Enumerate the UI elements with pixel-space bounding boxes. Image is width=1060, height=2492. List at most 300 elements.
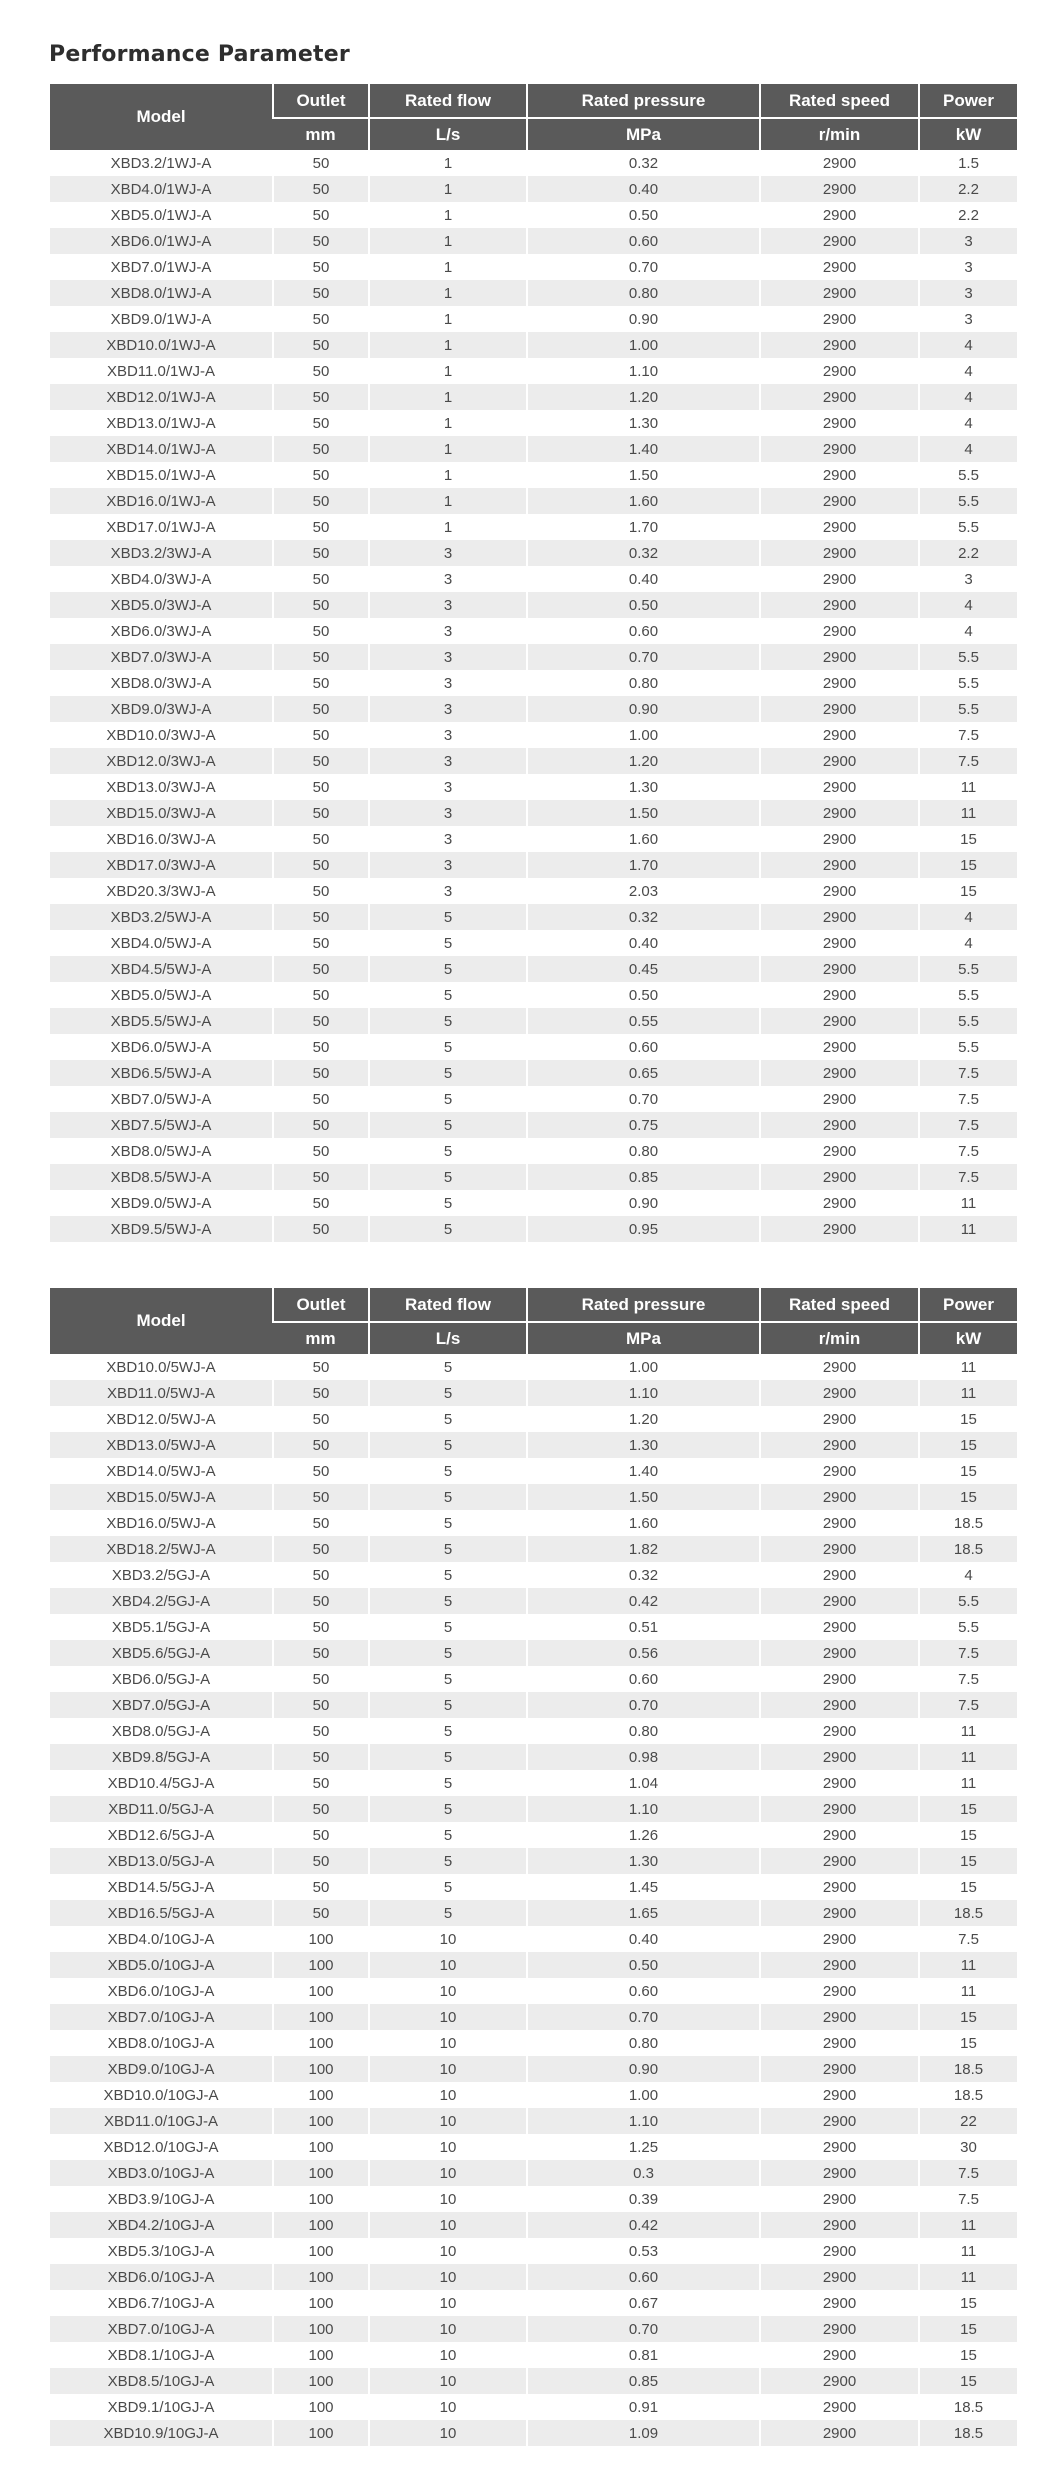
model-cell: XBD11.0/5WJ-A bbox=[50, 1380, 273, 1406]
model-cell: XBD4.0/3WJ-A bbox=[50, 566, 273, 592]
outlet-cell: 100 bbox=[273, 2420, 369, 2446]
rated-speed-cell: 2900 bbox=[760, 2290, 919, 2316]
rated-pressure-cell: 0.51 bbox=[527, 1614, 760, 1640]
model-cell: XBD7.0/10GJ-A bbox=[50, 2316, 273, 2342]
rated-flow-cell: 1 bbox=[369, 488, 527, 514]
power-cell: 7.5 bbox=[919, 1086, 1017, 1112]
outlet-cell: 50 bbox=[273, 1086, 369, 1112]
table-row bbox=[50, 1718, 1017, 1744]
table-row bbox=[50, 1034, 1017, 1060]
rated-speed-cell: 2900 bbox=[760, 1796, 919, 1822]
rated-speed-cell: 2900 bbox=[760, 1190, 919, 1216]
rated-flow-cell: 5 bbox=[369, 1484, 527, 1510]
rated-flow-cell: 10 bbox=[369, 2290, 527, 2316]
rated-speed-cell: 2900 bbox=[760, 1614, 919, 1640]
table-body bbox=[50, 150, 1017, 1242]
outlet-cell: 50 bbox=[273, 1406, 369, 1432]
rated-speed-cell: 2900 bbox=[760, 1008, 919, 1034]
rated-flow-cell: 10 bbox=[369, 2368, 527, 2394]
rated-speed-cell: 2900 bbox=[760, 2134, 919, 2160]
table-row bbox=[50, 1536, 1017, 1562]
rated-speed-cell: 2900 bbox=[760, 2186, 919, 2212]
rated-pressure-cell: 1.30 bbox=[527, 1848, 760, 1874]
outlet-cell: 50 bbox=[273, 1034, 369, 1060]
model-cell: XBD14.0/1WJ-A bbox=[50, 436, 273, 462]
outlet-cell: 50 bbox=[273, 1900, 369, 1926]
rated-speed-cell: 2900 bbox=[760, 2030, 919, 2056]
rated-pressure-cell: 0.32 bbox=[527, 150, 760, 176]
table-row bbox=[50, 384, 1017, 410]
rated-pressure-cell: 1.30 bbox=[527, 1432, 760, 1458]
power-cell: 7.5 bbox=[919, 1640, 1017, 1666]
rated-speed-cell: 2900 bbox=[760, 592, 919, 618]
model-cell: XBD5.6/5GJ-A bbox=[50, 1640, 273, 1666]
table-row bbox=[50, 176, 1017, 202]
rated-flow-cell: 5 bbox=[369, 982, 527, 1008]
table-row bbox=[50, 748, 1017, 774]
table-row bbox=[50, 280, 1017, 306]
table-row bbox=[50, 2082, 1017, 2108]
rated-pressure-cell: 0.55 bbox=[527, 1008, 760, 1034]
rated-flow-cell: 5 bbox=[369, 1354, 527, 1380]
rated-pressure-cell: 1.09 bbox=[527, 2420, 760, 2446]
rated-pressure-cell: 1.20 bbox=[527, 384, 760, 410]
power-cell: 5.5 bbox=[919, 670, 1017, 696]
table-row bbox=[50, 2030, 1017, 2056]
rated-speed-cell: 2900 bbox=[760, 1458, 919, 1484]
model-cell: XBD20.3/3WJ-A bbox=[50, 878, 273, 904]
outlet-cell: 100 bbox=[273, 2394, 369, 2420]
power-cell: 4 bbox=[919, 618, 1017, 644]
outlet-cell: 50 bbox=[273, 1008, 369, 1034]
rated-pressure-cell: 0.40 bbox=[527, 176, 760, 202]
table-row bbox=[50, 1216, 1017, 1242]
table-row bbox=[50, 1164, 1017, 1190]
model-cell: XBD8.0/5GJ-A bbox=[50, 1718, 273, 1744]
rated-flow-cell: 3 bbox=[369, 670, 527, 696]
rated-speed-cell: 2900 bbox=[760, 1640, 919, 1666]
outlet-cell: 50 bbox=[273, 592, 369, 618]
rated-flow-cell: 5 bbox=[369, 1744, 527, 1770]
header-rated-speed-unit: r/min bbox=[760, 118, 919, 150]
rated-flow-cell: 1 bbox=[369, 254, 527, 280]
outlet-cell: 50 bbox=[273, 1848, 369, 1874]
model-cell: XBD6.0/3WJ-A bbox=[50, 618, 273, 644]
rated-pressure-cell: 0.80 bbox=[527, 280, 760, 306]
table-row bbox=[50, 592, 1017, 618]
rated-pressure-cell: 0.65 bbox=[527, 1060, 760, 1086]
outlet-cell: 50 bbox=[273, 358, 369, 384]
model-cell: XBD16.0/5WJ-A bbox=[50, 1510, 273, 1536]
rated-speed-cell: 2900 bbox=[760, 696, 919, 722]
table-row bbox=[50, 2316, 1017, 2342]
rated-flow-cell: 5 bbox=[369, 1770, 527, 1796]
table-row bbox=[50, 1060, 1017, 1086]
outlet-cell: 100 bbox=[273, 1978, 369, 2004]
rated-flow-cell: 5 bbox=[369, 1060, 527, 1086]
power-cell: 4 bbox=[919, 384, 1017, 410]
model-cell: XBD9.0/10GJ-A bbox=[50, 2056, 273, 2082]
model-cell: XBD3.9/10GJ-A bbox=[50, 2186, 273, 2212]
power-cell: 4 bbox=[919, 436, 1017, 462]
power-cell: 15 bbox=[919, 1848, 1017, 1874]
table-row bbox=[50, 956, 1017, 982]
power-cell: 2.2 bbox=[919, 176, 1017, 202]
outlet-cell: 50 bbox=[273, 1458, 369, 1484]
rated-speed-cell: 2900 bbox=[760, 1978, 919, 2004]
model-cell: XBD10.0/5WJ-A bbox=[50, 1354, 273, 1380]
table-row bbox=[50, 1562, 1017, 1588]
power-cell: 11 bbox=[919, 2264, 1017, 2290]
power-cell: 18.5 bbox=[919, 1536, 1017, 1562]
rated-speed-cell: 2900 bbox=[760, 982, 919, 1008]
table-row bbox=[50, 1666, 1017, 1692]
outlet-cell: 50 bbox=[273, 1744, 369, 1770]
power-cell: 11 bbox=[919, 1354, 1017, 1380]
outlet-cell: 50 bbox=[273, 540, 369, 566]
rated-flow-cell: 10 bbox=[369, 2394, 527, 2420]
rated-speed-cell: 2900 bbox=[760, 852, 919, 878]
rated-flow-cell: 5 bbox=[369, 1588, 527, 1614]
model-cell: XBD18.2/5WJ-A bbox=[50, 1536, 273, 1562]
rated-speed-cell: 2900 bbox=[760, 566, 919, 592]
rated-speed-cell: 2900 bbox=[760, 1432, 919, 1458]
model-cell: XBD4.0/5WJ-A bbox=[50, 930, 273, 956]
rated-speed-cell: 2900 bbox=[760, 1900, 919, 1926]
table-row bbox=[50, 722, 1017, 748]
model-cell: XBD15.0/5WJ-A bbox=[50, 1484, 273, 1510]
rated-pressure-cell: 1.25 bbox=[527, 2134, 760, 2160]
model-cell: XBD12.0/1WJ-A bbox=[50, 384, 273, 410]
rated-pressure-cell: 0.50 bbox=[527, 202, 760, 228]
table-row bbox=[50, 1900, 1017, 1926]
power-cell: 3 bbox=[919, 228, 1017, 254]
table-row bbox=[50, 1086, 1017, 1112]
table-row bbox=[50, 1112, 1017, 1138]
rated-flow-cell: 5 bbox=[369, 1718, 527, 1744]
header-rated-flow-unit: L/s bbox=[369, 118, 527, 150]
table-row bbox=[50, 332, 1017, 358]
power-cell: 7.5 bbox=[919, 1666, 1017, 1692]
outlet-cell: 50 bbox=[273, 228, 369, 254]
model-cell: XBD8.0/5WJ-A bbox=[50, 1138, 273, 1164]
rated-speed-cell: 2900 bbox=[760, 800, 919, 826]
rated-pressure-cell: 0.40 bbox=[527, 566, 760, 592]
rated-flow-cell: 10 bbox=[369, 2420, 527, 2446]
rated-pressure-cell: 0.53 bbox=[527, 2238, 760, 2264]
rated-pressure-cell: 1.10 bbox=[527, 1796, 760, 1822]
outlet-cell: 100 bbox=[273, 2264, 369, 2290]
rated-flow-cell: 5 bbox=[369, 1900, 527, 1926]
outlet-cell: 50 bbox=[273, 1874, 369, 1900]
rated-pressure-cell: 0.60 bbox=[527, 618, 760, 644]
rated-speed-cell: 2900 bbox=[760, 1744, 919, 1770]
rated-flow-cell: 3 bbox=[369, 852, 527, 878]
power-cell: 5.5 bbox=[919, 982, 1017, 1008]
outlet-cell: 50 bbox=[273, 1796, 369, 1822]
model-cell: XBD6.7/10GJ-A bbox=[50, 2290, 273, 2316]
rated-flow-cell: 3 bbox=[369, 748, 527, 774]
rated-pressure-cell: 0.80 bbox=[527, 1718, 760, 1744]
rated-speed-cell: 2900 bbox=[760, 540, 919, 566]
table-row bbox=[50, 2212, 1017, 2238]
rated-pressure-cell: 0.90 bbox=[527, 1190, 760, 1216]
table-row bbox=[50, 852, 1017, 878]
outlet-cell: 50 bbox=[273, 1666, 369, 1692]
rated-speed-cell: 2900 bbox=[760, 1164, 919, 1190]
power-cell: 15 bbox=[919, 1432, 1017, 1458]
rated-speed-cell: 2900 bbox=[760, 1718, 919, 1744]
rated-pressure-cell: 1.20 bbox=[527, 748, 760, 774]
outlet-cell: 50 bbox=[273, 618, 369, 644]
outlet-cell: 50 bbox=[273, 488, 369, 514]
model-cell: XBD15.0/3WJ-A bbox=[50, 800, 273, 826]
header-outlet-unit: mm bbox=[273, 118, 369, 150]
power-cell: 18.5 bbox=[919, 2056, 1017, 2082]
table-row bbox=[50, 540, 1017, 566]
table-row bbox=[50, 1008, 1017, 1034]
rated-pressure-cell: 1.50 bbox=[527, 800, 760, 826]
outlet-cell: 50 bbox=[273, 1536, 369, 1562]
rated-flow-cell: 3 bbox=[369, 878, 527, 904]
rated-flow-cell: 5 bbox=[369, 1822, 527, 1848]
rated-pressure-cell: 0.60 bbox=[527, 228, 760, 254]
power-cell: 5.5 bbox=[919, 644, 1017, 670]
model-cell: XBD3.0/10GJ-A bbox=[50, 2160, 273, 2186]
table-row bbox=[50, 1458, 1017, 1484]
power-cell: 15 bbox=[919, 1458, 1017, 1484]
header-outlet: Outlet bbox=[273, 84, 369, 118]
outlet-cell: 50 bbox=[273, 670, 369, 696]
rated-speed-cell: 2900 bbox=[760, 1112, 919, 1138]
outlet-cell: 100 bbox=[273, 2212, 369, 2238]
rated-speed-cell: 2900 bbox=[760, 332, 919, 358]
model-cell: XBD8.0/3WJ-A bbox=[50, 670, 273, 696]
model-cell: XBD4.0/10GJ-A bbox=[50, 1926, 273, 1952]
power-cell: 11 bbox=[919, 1744, 1017, 1770]
power-cell: 3 bbox=[919, 566, 1017, 592]
model-cell: XBD12.6/5GJ-A bbox=[50, 1822, 273, 1848]
power-cell: 3 bbox=[919, 254, 1017, 280]
table-row bbox=[50, 2108, 1017, 2134]
power-cell: 1.5 bbox=[919, 150, 1017, 176]
rated-flow-cell: 5 bbox=[369, 904, 527, 930]
rated-flow-cell: 5 bbox=[369, 1008, 527, 1034]
power-cell: 5.5 bbox=[919, 1588, 1017, 1614]
rated-speed-cell: 2900 bbox=[760, 1034, 919, 1060]
model-cell: XBD7.5/5WJ-A bbox=[50, 1112, 273, 1138]
header-rated-speed: Rated speed bbox=[760, 1288, 919, 1322]
rated-speed-cell: 2900 bbox=[760, 1086, 919, 1112]
model-cell: XBD15.0/1WJ-A bbox=[50, 462, 273, 488]
model-cell: XBD5.0/1WJ-A bbox=[50, 202, 273, 228]
model-cell: XBD13.0/5WJ-A bbox=[50, 1432, 273, 1458]
model-cell: XBD5.5/5WJ-A bbox=[50, 1008, 273, 1034]
model-cell: XBD14.0/5WJ-A bbox=[50, 1458, 273, 1484]
header-rated-speed: Rated speed bbox=[760, 84, 919, 118]
rated-flow-cell: 10 bbox=[369, 2134, 527, 2160]
model-cell: XBD10.0/1WJ-A bbox=[50, 332, 273, 358]
rated-speed-cell: 2900 bbox=[760, 150, 919, 176]
table-row bbox=[50, 930, 1017, 956]
rated-pressure-cell: 0.95 bbox=[527, 1216, 760, 1242]
rated-speed-cell: 2900 bbox=[760, 644, 919, 670]
header-rated-pressure: Rated pressure bbox=[527, 84, 760, 118]
power-cell: 7.5 bbox=[919, 1926, 1017, 1952]
model-cell: XBD9.0/3WJ-A bbox=[50, 696, 273, 722]
power-cell: 22 bbox=[919, 2108, 1017, 2134]
rated-flow-cell: 1 bbox=[369, 150, 527, 176]
power-cell: 18.5 bbox=[919, 1510, 1017, 1536]
model-cell: XBD14.5/5GJ-A bbox=[50, 1874, 273, 1900]
table-row bbox=[50, 904, 1017, 930]
rated-pressure-cell: 1.30 bbox=[527, 410, 760, 436]
model-cell: XBD5.0/10GJ-A bbox=[50, 1952, 273, 1978]
rated-speed-cell: 2900 bbox=[760, 1216, 919, 1242]
rated-pressure-cell: 0.81 bbox=[527, 2342, 760, 2368]
rated-flow-cell: 5 bbox=[369, 1562, 527, 1588]
rated-pressure-cell: 1.70 bbox=[527, 514, 760, 540]
rated-pressure-cell: 1.00 bbox=[527, 332, 760, 358]
power-cell: 11 bbox=[919, 1952, 1017, 1978]
outlet-cell: 50 bbox=[273, 1510, 369, 1536]
table-row bbox=[50, 1796, 1017, 1822]
rated-pressure-cell: 1.60 bbox=[527, 488, 760, 514]
power-cell: 4 bbox=[919, 332, 1017, 358]
rated-flow-cell: 5 bbox=[369, 930, 527, 956]
outlet-cell: 50 bbox=[273, 1822, 369, 1848]
table-row bbox=[50, 2342, 1017, 2368]
outlet-cell: 50 bbox=[273, 1588, 369, 1614]
outlet-cell: 50 bbox=[273, 202, 369, 228]
outlet-cell: 100 bbox=[273, 2030, 369, 2056]
rated-flow-cell: 3 bbox=[369, 566, 527, 592]
rated-speed-cell: 2900 bbox=[760, 956, 919, 982]
power-cell: 5.5 bbox=[919, 462, 1017, 488]
rated-speed-cell: 2900 bbox=[760, 878, 919, 904]
rated-speed-cell: 2900 bbox=[760, 176, 919, 202]
model-cell: XBD6.0/1WJ-A bbox=[50, 228, 273, 254]
power-cell: 5.5 bbox=[919, 956, 1017, 982]
rated-flow-cell: 1 bbox=[369, 462, 527, 488]
rated-flow-cell: 10 bbox=[369, 2056, 527, 2082]
header-power-unit: kW bbox=[919, 118, 1017, 150]
outlet-cell: 50 bbox=[273, 1138, 369, 1164]
rated-speed-cell: 2900 bbox=[760, 722, 919, 748]
power-cell: 18.5 bbox=[919, 2394, 1017, 2420]
rated-flow-cell: 5 bbox=[369, 956, 527, 982]
power-cell: 11 bbox=[919, 1380, 1017, 1406]
power-cell: 15 bbox=[919, 2368, 1017, 2394]
model-cell: XBD6.0/5WJ-A bbox=[50, 1034, 273, 1060]
outlet-cell: 50 bbox=[273, 696, 369, 722]
model-cell: XBD7.0/5WJ-A bbox=[50, 1086, 273, 1112]
rated-flow-cell: 1 bbox=[369, 410, 527, 436]
rated-speed-cell: 2900 bbox=[760, 1692, 919, 1718]
rated-flow-cell: 10 bbox=[369, 1978, 527, 2004]
table-row bbox=[50, 150, 1017, 176]
model-cell: XBD10.0/10GJ-A bbox=[50, 2082, 273, 2108]
model-cell: XBD17.0/1WJ-A bbox=[50, 514, 273, 540]
model-cell: XBD5.1/5GJ-A bbox=[50, 1614, 273, 1640]
rated-speed-cell: 2900 bbox=[760, 1536, 919, 1562]
rated-pressure-cell: 1.00 bbox=[527, 2082, 760, 2108]
rated-speed-cell: 2900 bbox=[760, 436, 919, 462]
rated-speed-cell: 2900 bbox=[760, 1060, 919, 1086]
table-row bbox=[50, 982, 1017, 1008]
rated-flow-cell: 1 bbox=[369, 514, 527, 540]
table-row bbox=[50, 2420, 1017, 2446]
power-cell: 7.5 bbox=[919, 1692, 1017, 1718]
header-rated-pressure-unit: MPa bbox=[527, 118, 760, 150]
rated-flow-cell: 5 bbox=[369, 1112, 527, 1138]
model-cell: XBD6.0/10GJ-A bbox=[50, 1978, 273, 2004]
power-cell: 11 bbox=[919, 1216, 1017, 1242]
header-power: Power bbox=[919, 1288, 1017, 1322]
model-cell: XBD4.2/10GJ-A bbox=[50, 2212, 273, 2238]
outlet-cell: 100 bbox=[273, 2316, 369, 2342]
performance-table-1 bbox=[50, 84, 1017, 1242]
power-cell: 11 bbox=[919, 1190, 1017, 1216]
table-row bbox=[50, 2264, 1017, 2290]
outlet-cell: 50 bbox=[273, 1164, 369, 1190]
outlet-cell: 50 bbox=[273, 332, 369, 358]
rated-flow-cell: 10 bbox=[369, 2082, 527, 2108]
rated-speed-cell: 2900 bbox=[760, 2082, 919, 2108]
outlet-cell: 50 bbox=[273, 462, 369, 488]
model-cell: XBD3.2/1WJ-A bbox=[50, 150, 273, 176]
outlet-cell: 50 bbox=[273, 1562, 369, 1588]
header-power-unit: kW bbox=[919, 1322, 1017, 1354]
rated-flow-cell: 1 bbox=[369, 280, 527, 306]
rated-speed-cell: 2900 bbox=[760, 618, 919, 644]
power-cell: 4 bbox=[919, 410, 1017, 436]
rated-pressure-cell: 1.60 bbox=[527, 1510, 760, 1536]
rated-speed-cell: 2900 bbox=[760, 280, 919, 306]
rated-flow-cell: 5 bbox=[369, 1164, 527, 1190]
rated-speed-cell: 2900 bbox=[760, 774, 919, 800]
rated-speed-cell: 2900 bbox=[760, 1874, 919, 1900]
outlet-cell: 50 bbox=[273, 1190, 369, 1216]
rated-pressure-cell: 0.70 bbox=[527, 644, 760, 670]
power-cell: 5.5 bbox=[919, 488, 1017, 514]
rated-flow-cell: 10 bbox=[369, 2238, 527, 2264]
outlet-cell: 50 bbox=[273, 1380, 369, 1406]
outlet-cell: 50 bbox=[273, 1060, 369, 1086]
table-row bbox=[50, 774, 1017, 800]
power-cell: 5.5 bbox=[919, 1008, 1017, 1034]
model-cell: XBD7.0/5GJ-A bbox=[50, 1692, 273, 1718]
outlet-cell: 50 bbox=[273, 514, 369, 540]
rated-speed-cell: 2900 bbox=[760, 358, 919, 384]
model-cell: XBD3.2/5GJ-A bbox=[50, 1562, 273, 1588]
power-cell: 15 bbox=[919, 1484, 1017, 1510]
outlet-cell: 50 bbox=[273, 566, 369, 592]
table-row bbox=[50, 254, 1017, 280]
table-row bbox=[50, 1770, 1017, 1796]
model-cell: XBD16.0/3WJ-A bbox=[50, 826, 273, 852]
rated-flow-cell: 5 bbox=[369, 1216, 527, 1242]
table-row bbox=[50, 1640, 1017, 1666]
model-cell: XBD12.0/5WJ-A bbox=[50, 1406, 273, 1432]
rated-pressure-cell: 1.20 bbox=[527, 1406, 760, 1432]
model-cell: XBD9.5/5WJ-A bbox=[50, 1216, 273, 1242]
power-cell: 15 bbox=[919, 2030, 1017, 2056]
header-power: Power bbox=[919, 84, 1017, 118]
outlet-cell: 50 bbox=[273, 1112, 369, 1138]
power-cell: 5.5 bbox=[919, 1034, 1017, 1060]
rated-flow-cell: 3 bbox=[369, 826, 527, 852]
